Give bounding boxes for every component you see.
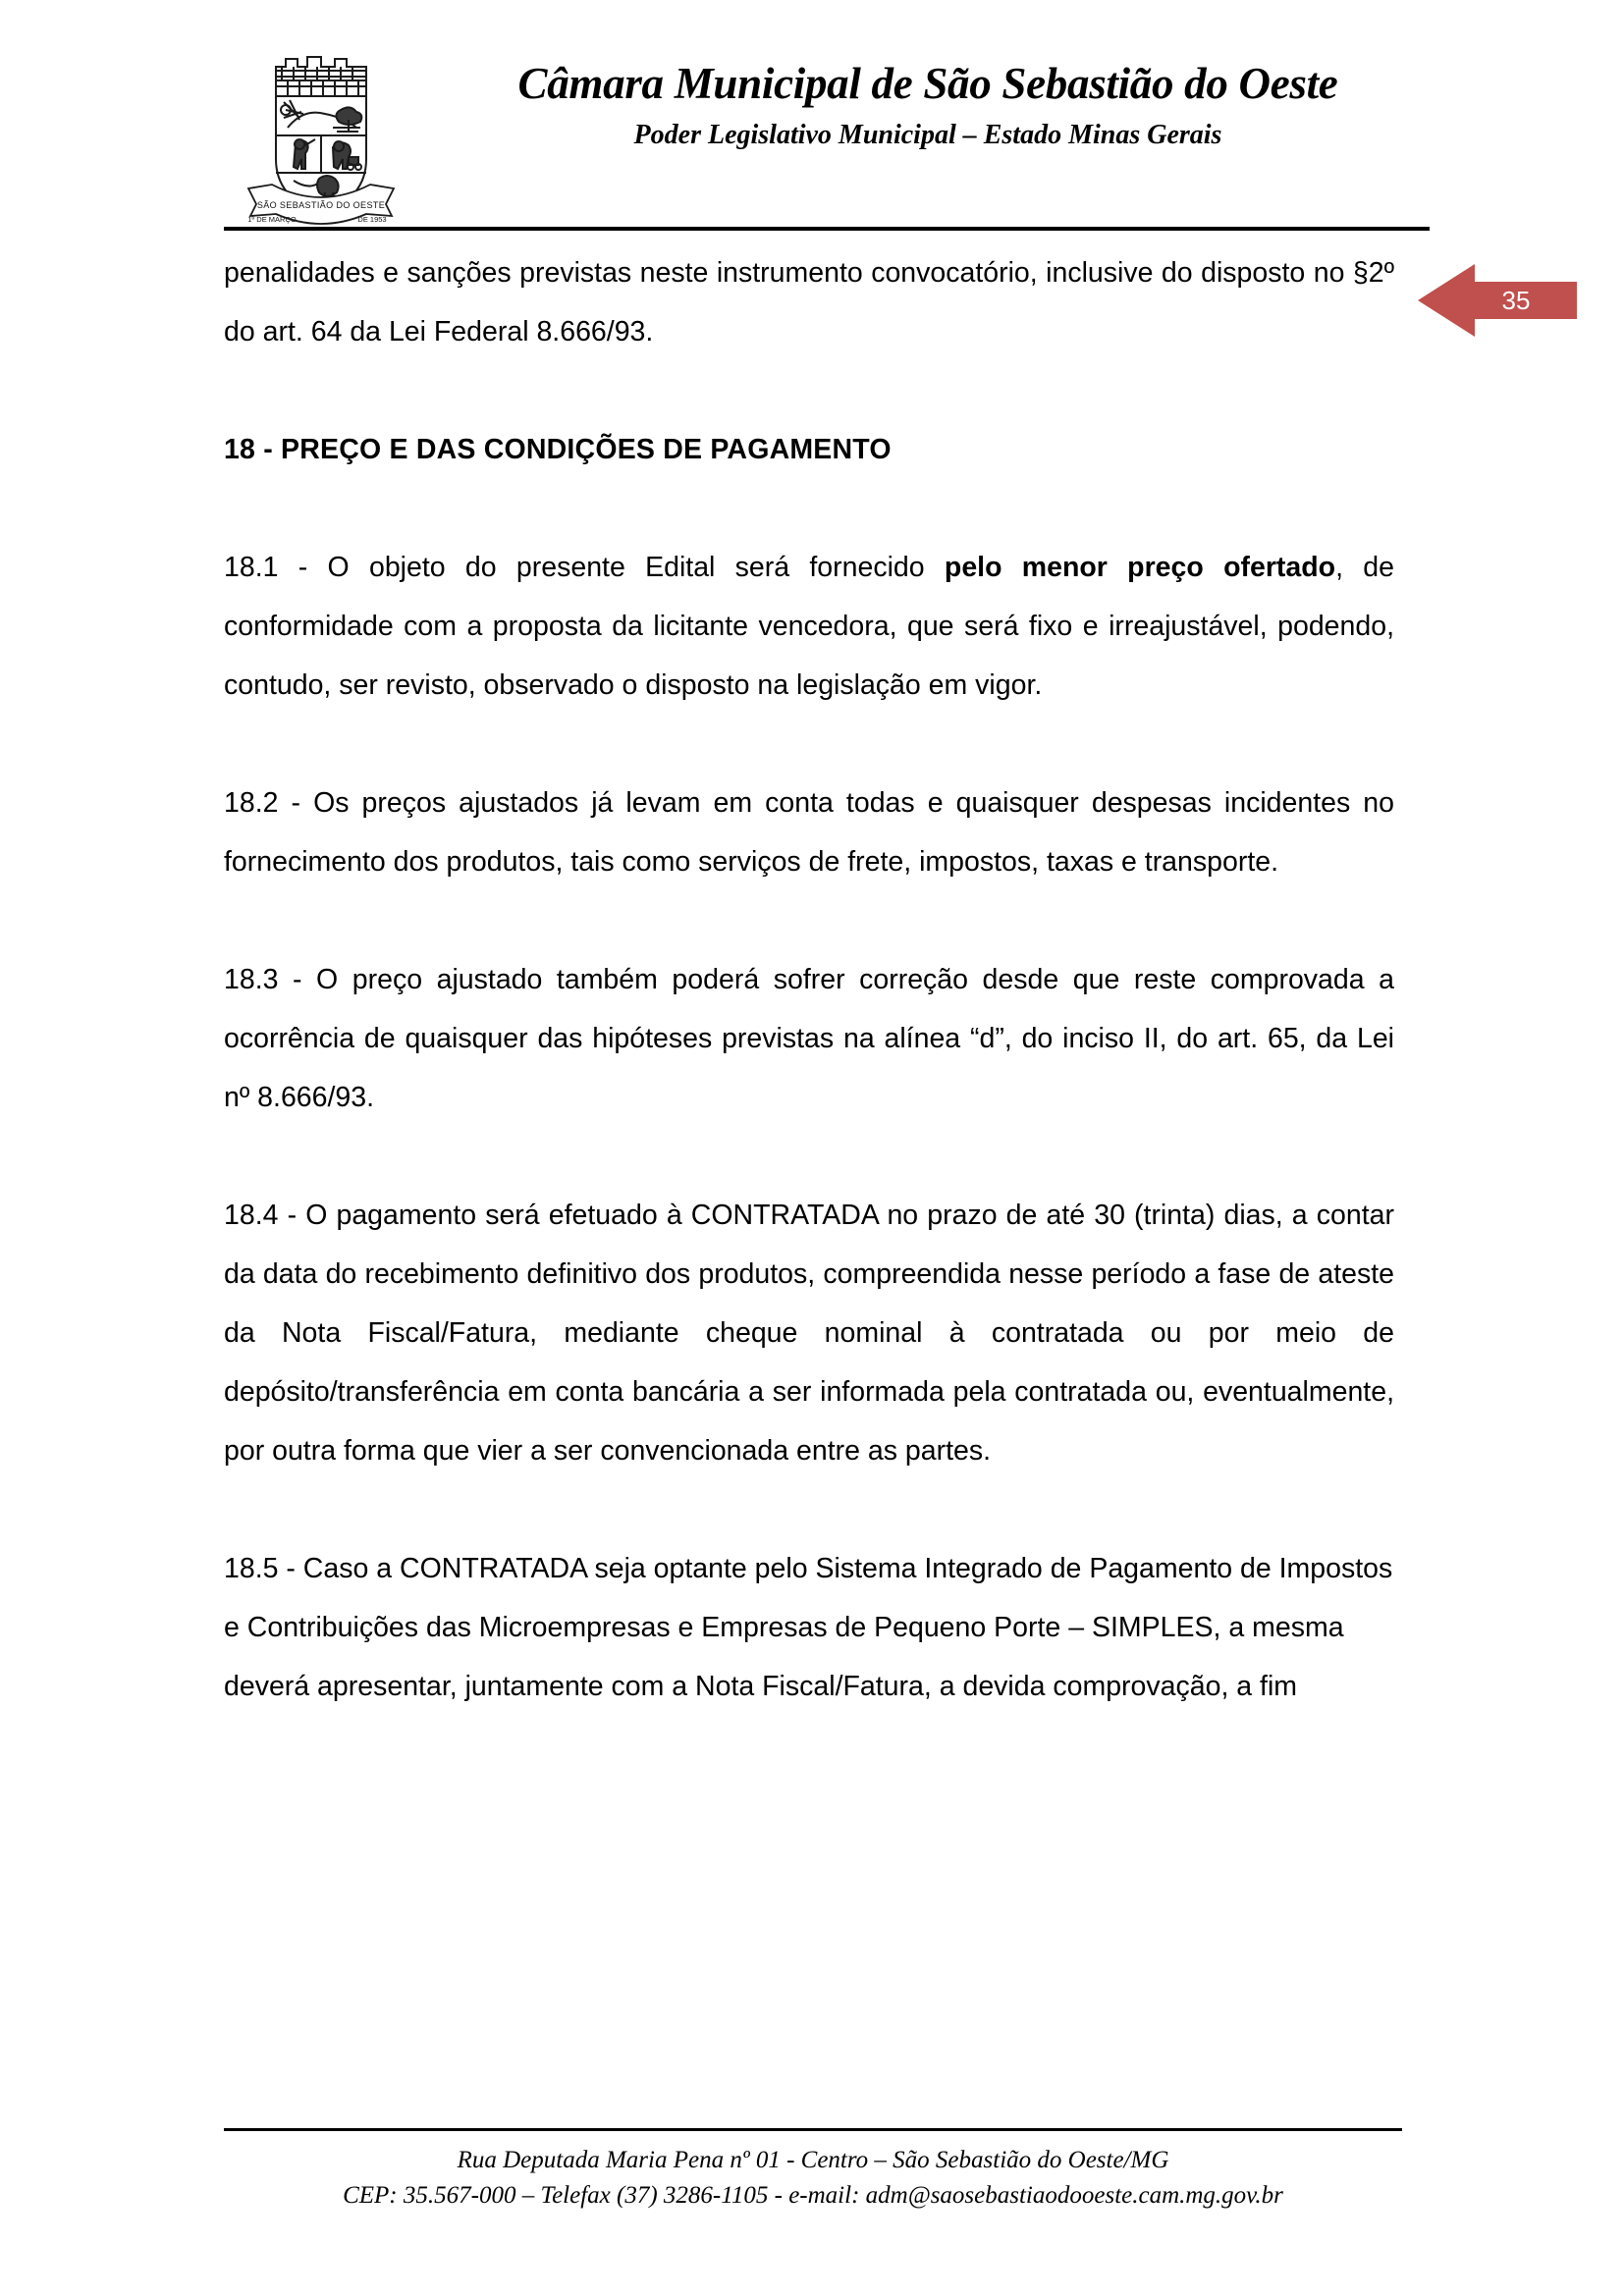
paragraph-18-4: 18.4 - O pagamento será efetuado à CONTRATADA no prazo de até 30 (trinta) dias, a contar da data do recebimento definitivo dos produtos, compreendida nesse período a fase de ateste da Nota Fiscal/Fatura, mediante cheque nominal à contratada ou por meio de depósito/transferência em conta bancária a ser informada pela contratada ou, eventualmente, por outra forma que vier a ser convencionada entre as partes.	[224, 1200, 1394, 1467]
footer-divider	[224, 2128, 1402, 2131]
footer-contact-line: CEP: 35.567-000 – Telefax (37) 3286-1105 - e-mail: adm@saosebastiaodooeste.cam.mg.gov.br	[343, 2182, 1283, 2210]
organization-subtitle: Poder Legislativo Municipal – Estado Minas Gerais	[633, 119, 1222, 150]
page-number-label: 35	[1501, 286, 1531, 315]
spacer	[224, 715, 1394, 774]
document-body	[224, 243, 1394, 1716]
section-heading-18: 18 - PREÇO E DAS CONDIÇÕES DE PAGAMENTO	[224, 434, 892, 465]
coat-of-arms-crest-icon	[243, 41, 400, 228]
spacer	[224, 479, 1394, 538]
paragraph-18-1-lead: 18.1 - O objeto do presente Edital será fornecido	[224, 552, 945, 583]
page-number-callout	[1418, 260, 1577, 341]
spacer	[224, 1480, 1394, 1539]
spacer	[224, 361, 1394, 420]
svg-text:1º DE MARÇO: 1º DE MARÇO	[247, 215, 297, 224]
footer-address-line: Rua Deputada Maria Pena nº 01 - Centro – São Sebastião do Oeste/MG	[457, 2147, 1169, 2173]
spacer	[224, 1127, 1394, 1186]
paragraph-18-1-emphasis: pelo menor preço ofertado	[944, 552, 1336, 583]
header-divider	[224, 227, 1430, 231]
page-footer	[224, 2128, 1402, 2215]
header-titles	[432, 59, 1424, 152]
page-header	[0, 0, 1624, 228]
spacer	[224, 891, 1394, 950]
footer-address-block	[224, 2143, 1402, 2215]
paragraph-18-1	[224, 538, 1394, 715]
paragraph-18-1-tail: , de conformidade com a proposta da licitante vencedora, que será fixo e irreajustável, podendo, contudo, ser revisto, observado o disposto na legislação em vigor.	[224, 552, 1394, 701]
organization-title: Câmara Municipal de São Sebastião do Oeste	[517, 59, 1338, 108]
paragraph-18-2: 18.2 - Os preços ajustados já levam em conta todas e quaisquer despesas incidentes no fornecimento dos produtos, tais como serviços de frete, impostos, taxas e transporte.	[224, 787, 1394, 878]
paragraph-18-3: 18.3 - O preço ajustado também poderá sofrer correção desde que reste comprovada a ocorrência de quaisquer das hipóteses previstas na alínea “d”, do inciso II, do art. 65, da Lei nº 8.666/93.	[224, 964, 1394, 1113]
svg-text:SÃO SEBASTIÃO DO OESTE: SÃO SEBASTIÃO DO OESTE	[256, 200, 386, 210]
paragraph-continued: penalidades e sanções previstas neste instrumento convocatório, inclusive do disposto no §2º do art. 64 da Lei Federal 8.666/93.	[224, 257, 1394, 347]
paragraph-18-5: 18.5 - Caso a CONTRATADA seja optante pelo Sistema Integrado de Pagamento de Impostos e Contribuições das Microempresas e Empresas de Pequeno Porte – SIMPLES, a mesma deverá apresentar, juntamente com a Nota Fiscal/Fatura, a devida comprovação, a fim	[224, 1553, 1393, 1702]
svg-text:DE 1953: DE 1953	[357, 215, 387, 224]
